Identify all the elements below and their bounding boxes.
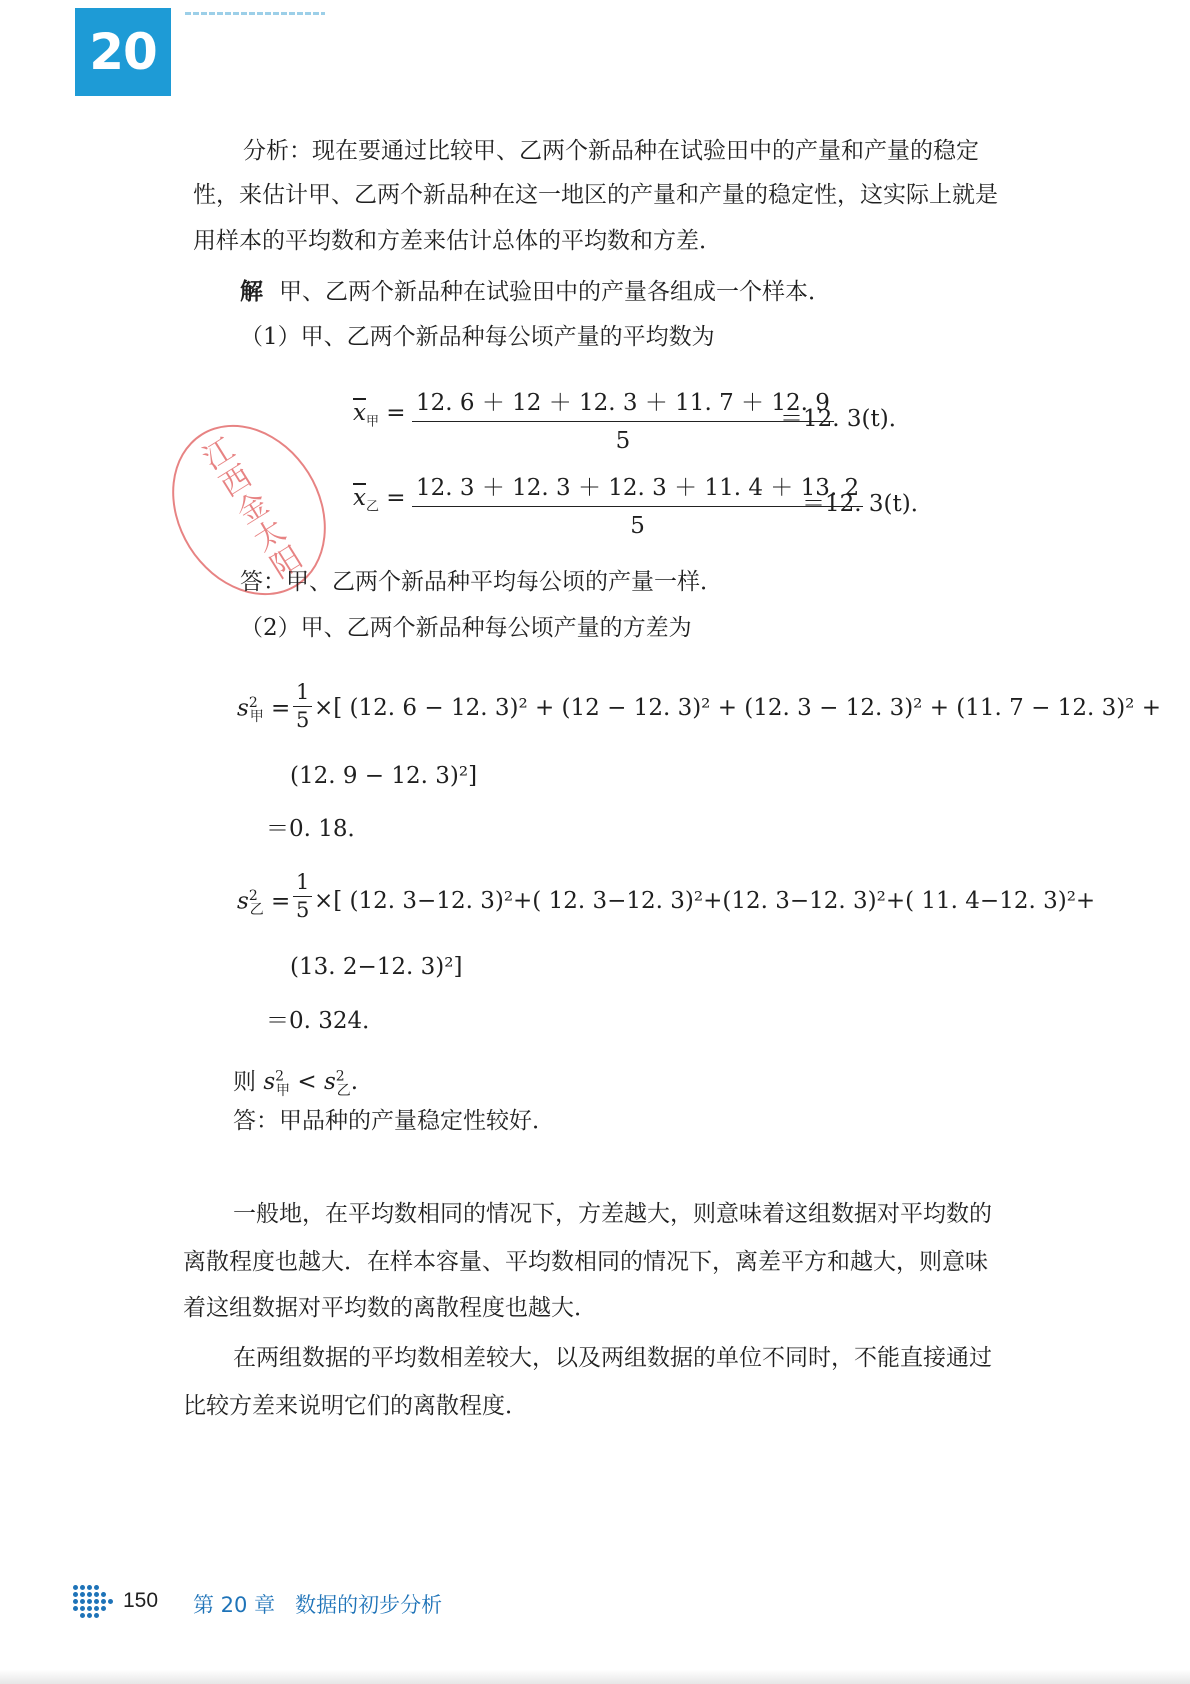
var-jia-result: ＝0. 18． [266,816,371,842]
var-yi-lhs-sub: 乙 [249,902,264,919]
footer-dots-icon [73,1585,113,1619]
mean-jia-fraction [412,384,834,454]
footer-chapter-title: 数据的初步分析 [295,1593,443,1617]
compare-prefix: 则 [233,1069,256,1095]
remark-1-line-1: 一般地，在平均数相同的情况下，方差越大，则意味着这组数据对平均数的 [233,1201,992,1227]
header-decoration-strip [185,12,325,15]
footer-chapter-label: 第 20 章 [193,1593,276,1617]
analysis-line-3: 用样本的平均数和方差来估计总体的平均数和方差． [193,228,722,254]
mean-yi-denominator: 5 [630,513,645,539]
analysis-line-1: 分析：现在要通过比较甲、乙两个新品种在试验田中的产量和产量的稳定 [243,138,979,164]
mean-jia-numerator: 12. 6 ＋ 12 ＋ 12. 3 ＋ 11. 7 ＋ 12. 9 [412,384,834,422]
mean-jia-var: $\overline{x}$ [353,400,366,426]
analysis-line-2: 性，来估计甲、乙两个新品种在这一地区的产量和产量的稳定性，这实际上就是 [193,182,998,208]
solution-part-2: （2）甲、乙两个新品种每公顷产量的方差为 [240,615,692,641]
variance-comparison: 则 $s^2_甲 < s^2_乙$. [233,1068,358,1099]
compare-sub-b: 乙 [336,1082,351,1099]
answer-1: 答：甲、乙两个新品种平均每公顷的产量一样． [240,569,723,595]
var-yi-line-2: (13. 2−12. 3)²] [290,954,463,980]
var-jia-lhs: $s^2_甲$ = [237,695,291,726]
var-yi-fraction [293,872,312,921]
compare-sub-a: 甲 [276,1082,291,1099]
mean-yi-var: $\overline{x}$ [353,485,366,511]
var-yi-frac-denominator: 5 [296,898,310,922]
stamp-text: 江西金太阳 [192,432,307,587]
solution-intro-text: 甲、乙两个新品种在试验田中的产量各组成一个样本． [279,279,831,305]
mean-yi-numerator: 12. 3 ＋ 12. 3 ＋ 12. 3 ＋ 11. 4 ＋ 13. 2 [412,469,863,507]
remark-2-line-1: 在两组数据的平均数相差较大，以及两组数据的单位不同时，不能直接通过 [233,1345,992,1371]
mean-yi-result: ＝12. 3(t)． [802,491,934,517]
mean-yi-fraction [412,469,863,539]
var-jia-line-2: (12. 9 − 12. 3)²] [290,763,478,789]
answer-2: 答：甲品种的产量稳定性较好． [233,1108,555,1134]
var-jia-frac-numerator: 1 [293,682,312,707]
var-jia-frac-denominator: 5 [296,708,310,732]
var-yi-frac-numerator: 1 [293,872,312,897]
var-jia-lhs-sub: 甲 [249,709,264,726]
page-number: 150 [123,1589,159,1612]
mean-jia-denominator: 5 [615,428,631,454]
mean-jia-sub: 甲 [365,414,379,430]
solution-lead: 解 [240,278,263,305]
var-jia-line-1: ×[ (12. 6 − 12. 3)² + (12 − 12. 3)² + (12. 3 − 12. 3)² + (11. 7 − 12. 3)² + [314,695,1161,721]
solution-part-1: （1）甲、乙两个新品种每公顷产量的平均数为 [240,324,715,350]
chapter-number-badge: 20 [75,8,171,96]
page-bottom-shadow [0,1670,1190,1684]
footer-chapter [193,1589,442,1619]
var-yi-lhs: $s^2_乙$ = [237,888,291,919]
var-yi-result: ＝0. 324． [266,1008,386,1034]
mean-jia-result: ＝12. 3(t)． [780,406,912,432]
remark-1-line-3: 着这组数据对平均数的离散程度也越大． [183,1295,597,1321]
var-yi-line-1: ×[ (12. 3−12. 3)²+( 12. 3−12. 3)²+(12. 3−12. 3)²+( 11. 4−12. 3)²+ [314,888,1096,914]
solution-intro [240,280,831,304]
remark-2-line-2: 比较方差来说明它们的离散程度． [183,1393,528,1419]
var-jia-fraction [293,682,312,731]
remark-1-line-2: 离散程度也越大．在样本容量、平均数相同的情况下，离差平方和越大，则意味 [183,1249,988,1275]
mean-jia-lhs: $\overline{x}_甲$ = [353,400,406,430]
mean-yi-sub: 乙 [365,499,379,515]
mean-yi-lhs: $\overline{x}_乙$ = [353,485,406,515]
